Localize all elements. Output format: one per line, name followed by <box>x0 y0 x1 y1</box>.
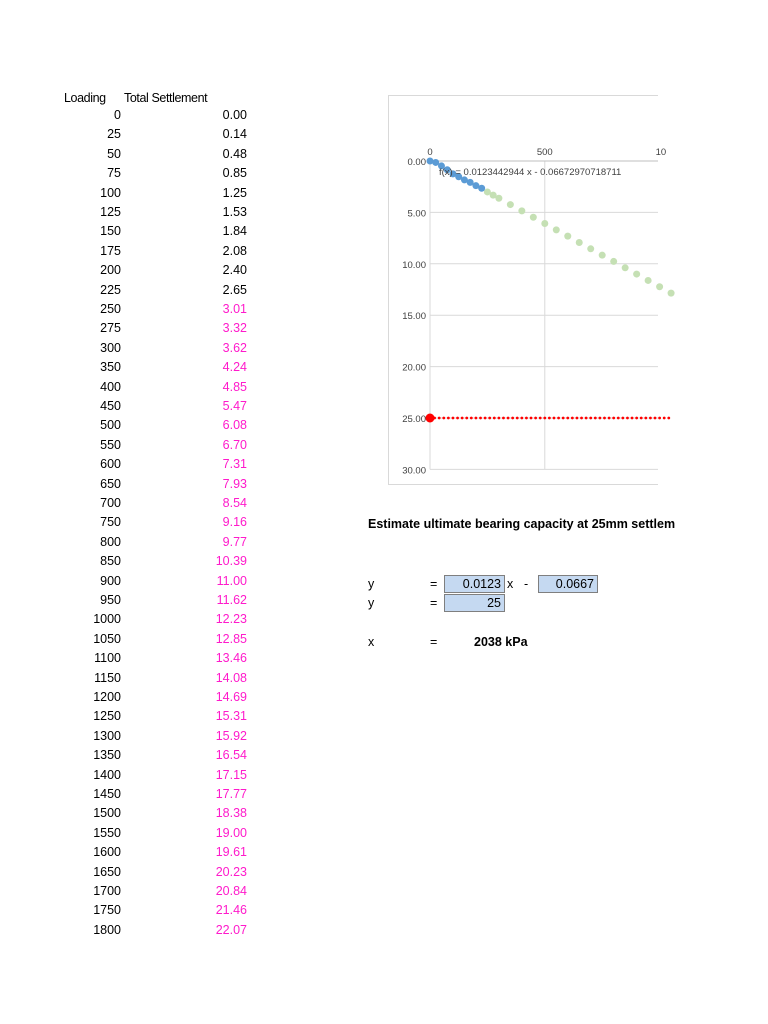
table-row <box>0 923 260 942</box>
limit-point <box>557 417 560 420</box>
loading-cell: 275 <box>100 321 121 336</box>
limit-point <box>635 417 638 420</box>
settlement-cell: 14.69 <box>215 690 247 704</box>
settlement-cell: 12.85 <box>215 631 247 646</box>
settlement-chart[interactable] <box>388 95 667 485</box>
table-row <box>0 903 260 922</box>
limit-point <box>525 417 528 420</box>
loading-cell: 450 <box>100 399 121 413</box>
loading-cell: 0 <box>114 108 121 122</box>
settlement-cell: 5.47 <box>222 399 247 413</box>
table-row <box>0 399 260 418</box>
extrapolated-point <box>645 277 652 284</box>
limit-origin-point <box>426 414 435 423</box>
extrapolated-point <box>518 207 525 214</box>
loading-cell: 1200 <box>93 690 121 704</box>
limit-point <box>530 417 533 420</box>
table-row <box>0 768 260 787</box>
extrapolated-point <box>587 245 594 252</box>
limit-point <box>644 417 647 420</box>
limit-point <box>608 417 611 420</box>
table-row <box>0 438 260 457</box>
limit-point <box>631 417 634 420</box>
table-row <box>0 690 260 709</box>
table-row <box>0 321 260 340</box>
loading-cell: 1100 <box>94 651 121 666</box>
table-row <box>0 127 260 146</box>
table-row <box>0 224 260 243</box>
extrapolated-point <box>553 226 560 233</box>
limit-point <box>589 417 592 420</box>
loading-cell: 400 <box>100 379 121 394</box>
loading-cell: 1050 <box>93 631 121 646</box>
settlement-cell: 22.07 <box>215 922 247 937</box>
y-tick-label: 5.00 <box>407 208 426 220</box>
settlement-cell: 11.62 <box>216 593 247 607</box>
limit-point <box>497 417 500 420</box>
settlement-cell: 0.14 <box>222 127 247 142</box>
settlement-cell: 19.61 <box>215 845 247 860</box>
limit-point <box>452 417 455 420</box>
calc-line2-var: y <box>368 596 375 610</box>
loading-cell: 1000 <box>93 612 121 627</box>
table-row <box>0 535 260 554</box>
loading-cell: 1500 <box>93 806 121 821</box>
settlement-cell: 13.46 <box>215 651 247 666</box>
table-row <box>0 709 260 728</box>
x-tick-label: 0 <box>427 147 433 158</box>
loading-cell: 200 <box>100 263 121 278</box>
table-row <box>0 302 260 321</box>
header-total-settlement: Total Settlement <box>124 91 208 105</box>
limit-point <box>461 417 464 420</box>
limit-point <box>571 417 574 420</box>
header-loading: Loading <box>64 91 106 105</box>
limit-point <box>585 417 588 420</box>
limit-point <box>470 417 473 420</box>
settlement-cell: 8.54 <box>222 496 247 510</box>
extrapolated-point <box>507 201 514 208</box>
intercept-cell[interactable]: 0.0667 <box>538 575 598 593</box>
loading-cell: 500 <box>100 418 121 433</box>
loading-cell: 750 <box>100 515 121 530</box>
y-tick-label: 10.00 <box>402 259 426 271</box>
loading-cell: 25 <box>107 127 121 142</box>
calc-line3-var: x <box>368 635 375 649</box>
limit-point <box>640 417 643 420</box>
limit-point <box>562 417 565 420</box>
settlement-cell: 4.85 <box>222 379 247 394</box>
table-row <box>0 380 260 399</box>
limit-point <box>658 417 661 420</box>
limit-point <box>488 417 491 420</box>
limit-point <box>663 417 666 420</box>
settlement-cell: 9.77 <box>222 534 247 549</box>
limit-point <box>539 417 542 420</box>
measured-point <box>478 185 485 192</box>
x-tick-label: 500 <box>536 147 553 158</box>
table-row <box>0 593 260 612</box>
y-tick-label: 0.00 <box>407 157 426 168</box>
loading-cell: 600 <box>100 457 121 472</box>
settlement-cell: 7.31 <box>222 457 247 472</box>
loading-cell: 1250 <box>93 709 121 724</box>
table-row <box>0 360 260 379</box>
limit-point <box>534 417 537 420</box>
settlement-cell: 16.54 <box>215 748 247 763</box>
limit-point <box>511 417 514 420</box>
table-row <box>0 418 260 437</box>
limit-point <box>493 417 496 420</box>
calc-line1-x: x <box>507 577 514 591</box>
settlement-cell: 3.32 <box>222 321 247 336</box>
loading-cell: 800 <box>100 534 121 549</box>
settlement-cell: 17.15 <box>215 767 247 782</box>
table-row <box>0 865 260 884</box>
calc-line2-eq: = <box>430 596 438 610</box>
settlement-cell: 20.84 <box>215 884 247 898</box>
trendline-label: f(x) = 0.0123442944 x - 0.06672970718711 <box>439 167 622 178</box>
y-tick-label: 25.00 <box>402 414 426 425</box>
extrapolated-point <box>668 290 675 297</box>
calc-line1-op: - <box>524 577 529 591</box>
loading-cell: 1450 <box>93 787 121 801</box>
settlement-cell: 10.39 <box>215 554 247 569</box>
loading-cell: 1400 <box>93 767 121 782</box>
calc-line3-eq: = <box>430 635 438 649</box>
table-row <box>0 147 260 166</box>
settlement-cell: 6.08 <box>222 418 247 433</box>
loading-cell: 300 <box>100 340 121 355</box>
loading-cell: 250 <box>100 302 121 316</box>
target-settlement-cell[interactable]: 25 <box>444 594 505 612</box>
limit-point <box>447 417 450 420</box>
loading-cell: 1800 <box>93 922 121 937</box>
extrapolated-point <box>576 239 583 246</box>
table-row <box>0 205 260 224</box>
limit-point <box>520 417 523 420</box>
table-row <box>0 632 260 651</box>
limit-point <box>484 417 487 420</box>
extrapolated-point <box>530 214 537 221</box>
extrapolated-point <box>633 271 640 278</box>
extrapolated-point <box>495 195 502 202</box>
table-row <box>0 806 260 825</box>
extrapolated-point <box>622 264 629 271</box>
loading-cell: 1650 <box>93 864 121 879</box>
loading-cell: 1600 <box>93 845 121 860</box>
table-row <box>0 263 260 282</box>
settlement-cell: 0.85 <box>222 166 247 181</box>
table-row <box>0 457 260 476</box>
loading-cell: 125 <box>100 205 121 219</box>
table-row <box>0 477 260 496</box>
table-row <box>0 651 260 670</box>
table-row <box>0 166 260 185</box>
loading-cell: 1700 <box>93 884 121 898</box>
table-row <box>0 787 260 806</box>
limit-point <box>603 417 606 420</box>
limit-point <box>594 417 597 420</box>
loading-cell: 225 <box>100 282 121 297</box>
settlement-cell: 1.84 <box>222 224 247 239</box>
settlement-cell: 20.23 <box>215 864 247 879</box>
settlement-cell: 19.00 <box>215 825 247 840</box>
limit-point <box>612 417 615 420</box>
loading-cell: 850 <box>100 554 121 569</box>
settlement-cell: 3.62 <box>222 340 247 355</box>
table-row <box>0 884 260 903</box>
limit-point <box>553 417 556 420</box>
settlement-cell: 12.23 <box>215 612 247 627</box>
y-tick-label: 30.00 <box>402 465 426 477</box>
bearing-capacity-result: 2038 kPa <box>474 635 528 649</box>
calc-title: Estimate ultimate bearing capacity at 25mm settlem <box>368 517 676 531</box>
table-row <box>0 748 260 767</box>
limit-point <box>475 417 478 420</box>
table-row <box>0 496 260 515</box>
settlement-cell: 1.53 <box>222 205 247 219</box>
table-row <box>0 108 260 127</box>
limit-point <box>479 417 482 420</box>
loading-cell: 950 <box>100 593 121 607</box>
table-row <box>0 244 260 263</box>
loading-cell: 50 <box>107 146 121 161</box>
settlement-cell: 2.08 <box>222 243 247 258</box>
loading-cell: 1150 <box>94 670 121 685</box>
settlement-cell: 2.65 <box>222 282 247 297</box>
table-row <box>0 186 260 205</box>
loading-cell: 1550 <box>93 825 121 840</box>
limit-point <box>580 417 583 420</box>
limit-point <box>576 417 579 420</box>
loading-cell: 175 <box>100 243 121 258</box>
table-row <box>0 574 260 593</box>
settlement-cell: 6.70 <box>222 437 247 452</box>
limit-point <box>516 417 519 420</box>
limit-point <box>649 417 652 420</box>
limit-point <box>543 417 546 420</box>
loading-cell: 1750 <box>93 903 121 918</box>
limit-point <box>465 417 468 420</box>
table-row <box>0 671 260 690</box>
settlement-cell: 18.38 <box>215 806 247 821</box>
limit-point <box>438 417 441 420</box>
settlement-cell: 14.08 <box>215 670 247 685</box>
table-row <box>0 554 260 573</box>
loading-cell: 900 <box>100 573 121 588</box>
loading-cell: 1300 <box>93 728 121 743</box>
limit-point <box>617 417 620 420</box>
settlement-cell: 15.92 <box>215 728 247 743</box>
loading-cell: 150 <box>100 224 121 239</box>
settlement-cell: 4.24 <box>222 360 247 375</box>
limit-point <box>507 417 510 420</box>
extrapolated-point <box>610 258 617 265</box>
chart-plot <box>389 96 667 484</box>
settlement-cell: 2.40 <box>222 263 247 278</box>
settlement-cell: 1.25 <box>222 185 247 200</box>
loading-cell: 1350 <box>93 748 121 763</box>
extrapolated-point <box>541 220 548 227</box>
settlement-cell: 17.77 <box>215 787 247 801</box>
settlement-cell: 0.48 <box>222 146 247 161</box>
extrapolated-point <box>599 252 606 259</box>
limit-point <box>456 417 459 420</box>
table-row <box>0 826 260 845</box>
extrapolated-point <box>656 283 663 290</box>
table-row <box>0 612 260 631</box>
table-row <box>0 845 260 864</box>
settlement-cell: 11.00 <box>216 573 247 588</box>
settlement-cell: 3.01 <box>222 302 247 316</box>
settlement-cell: 21.46 <box>215 903 247 918</box>
y-tick-label: 15.00 <box>402 311 426 323</box>
table-row <box>0 341 260 360</box>
limit-point <box>548 417 551 420</box>
limit-point <box>442 417 445 420</box>
loading-cell: 100 <box>100 185 121 200</box>
loading-cell: 350 <box>100 360 121 375</box>
table-row <box>0 515 260 534</box>
limit-point <box>621 417 624 420</box>
table-row <box>0 729 260 748</box>
settlement-cell: 15.31 <box>215 709 247 724</box>
calc-line1-var: y <box>368 577 375 591</box>
extrapolated-point <box>564 233 571 240</box>
settlement-cell: 7.93 <box>222 476 247 491</box>
limit-point <box>502 417 505 420</box>
x-tick-label: 10 <box>655 147 667 158</box>
loading-cell: 650 <box>100 476 121 491</box>
y-tick-label: 20.00 <box>402 362 426 374</box>
loading-cell: 700 <box>100 496 121 510</box>
limit-point <box>626 417 629 420</box>
settlement-cell: 9.16 <box>222 515 247 530</box>
limit-point <box>599 417 602 420</box>
settlement-cell: 0.00 <box>222 108 247 122</box>
calc-line1-eq: = <box>430 577 438 591</box>
limit-point <box>566 417 569 420</box>
loading-cell: 550 <box>100 437 121 452</box>
table-row <box>0 283 260 302</box>
slope-cell[interactable]: 0.0123 <box>444 575 505 593</box>
loading-cell: 75 <box>107 166 121 181</box>
limit-point <box>654 417 657 420</box>
limit-point <box>667 417 670 420</box>
